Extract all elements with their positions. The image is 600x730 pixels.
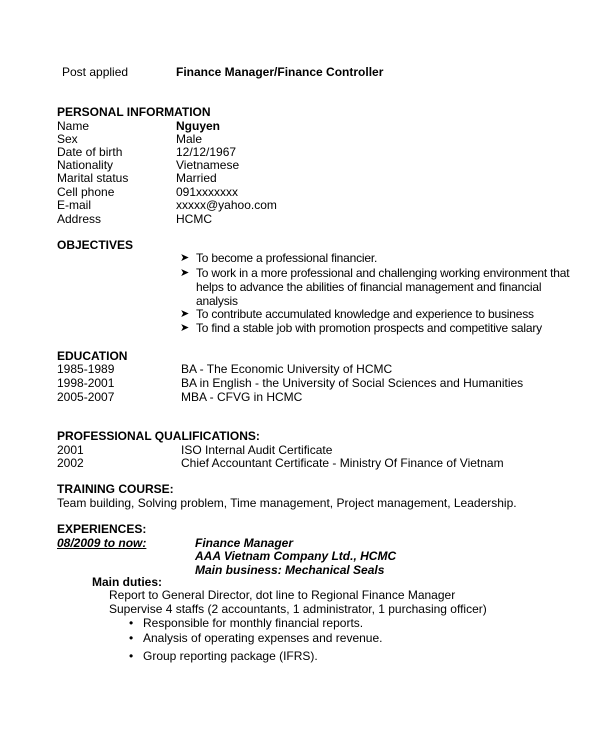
education-heading: EDUCATION <box>57 349 128 363</box>
address-label: Address <box>57 212 102 226</box>
objective-item: To become a professional financier. <box>196 251 378 265</box>
post-applied-value: Finance Manager/Finance Controller <box>176 65 384 79</box>
main-duties-heading: Main duties: <box>92 575 163 589</box>
duty-line: Report to General Director, dot line to Regional Finance Manager <box>109 588 456 602</box>
arrow-bullet-icon: ➤ <box>180 252 190 264</box>
arrow-bullet-icon: ➤ <box>180 267 190 279</box>
dob-value: 12/12/1967 <box>176 145 237 159</box>
duty-bullet-item: Responsible for monthly financial reports. <box>143 616 364 630</box>
education-period: 1998-2001 <box>57 376 115 390</box>
email-value: xxxxx@yahoo.com <box>176 198 277 212</box>
name-value: Nguyen <box>176 119 221 133</box>
duty-bullet-item: Analysis of operating expenses and revenue. <box>143 631 383 645</box>
bullet-icon: • <box>129 631 134 645</box>
post-applied-label: Post applied <box>62 65 129 79</box>
nationality-label: Nationality <box>57 158 114 172</box>
objectives-heading: OBJECTIVES <box>57 238 134 252</box>
experience-business: Main business: Mechanical Seals <box>195 563 385 577</box>
qualification-year: 2001 <box>57 443 84 457</box>
address-value: HCMC <box>176 212 212 226</box>
sex-label: Sex <box>57 132 78 146</box>
qualifications-heading: PROFESSIONAL QUALIFICATIONS: <box>57 429 260 443</box>
nationality-value: Vietnamese <box>176 158 240 172</box>
education-detail: BA - The Economic University of HCMC <box>181 362 393 376</box>
dob-label: Date of birth <box>57 145 123 159</box>
experience-company: AAA Vietnam Company Ltd., HCMC <box>195 549 397 563</box>
marital-status-value: Married <box>176 171 217 185</box>
training-heading: TRAINING COURSE: <box>57 482 174 496</box>
objective-item-continued: analysis <box>196 294 238 308</box>
name-label: Name <box>57 119 90 133</box>
objective-item: To contribute accumulated knowledge and experience to business <box>196 307 534 321</box>
objective-item: To find a stable job with promotion prospects and competitive salary <box>196 321 542 335</box>
experience-position: Finance Manager <box>195 536 294 550</box>
qualification-detail: Chief Accountant Certificate - Ministry Of Finance of Vietnam <box>181 456 504 470</box>
personal-info-heading: PERSONAL INFORMATION <box>57 105 211 119</box>
arrow-bullet-icon: ➤ <box>180 322 190 334</box>
experiences-heading: EXPERIENCES: <box>57 522 147 536</box>
education-detail: BA in English - the University of Social Sciences and Humanities <box>181 376 524 390</box>
bullet-icon: • <box>129 649 134 663</box>
duty-bullet-item: Group reporting package (IFRS). <box>143 649 318 663</box>
marital-status-label: Marital status <box>57 171 129 185</box>
bullet-icon: • <box>129 616 134 630</box>
arrow-bullet-icon: ➤ <box>180 308 190 320</box>
education-period: 2005-2007 <box>57 390 115 404</box>
email-label: E-mail <box>57 198 92 212</box>
education-period: 1985-1989 <box>57 362 115 376</box>
qualification-detail: ISO Internal Audit Certificate <box>181 443 333 457</box>
objective-item-continued: helps to advance the abilities of financial management and financial <box>196 280 542 294</box>
training-text: Team building, Solving problem, Time management, Project management, Leadership. <box>57 496 517 510</box>
objective-item: To work in a more professional and challenging working environment that <box>196 266 570 280</box>
education-detail: MBA - CFVG in HCMC <box>181 390 303 404</box>
qualification-year: 2002 <box>57 456 84 470</box>
experience-period: 08/2009 to now: <box>57 536 147 550</box>
sex-value: Male <box>176 132 203 146</box>
duty-line: Supervise 4 staffs (2 accountants, 1 administrator, 1 purchasing officer) <box>109 602 487 616</box>
cell-phone-label: Cell phone <box>57 185 115 199</box>
cell-phone-value: 091xxxxxxx <box>176 185 239 199</box>
